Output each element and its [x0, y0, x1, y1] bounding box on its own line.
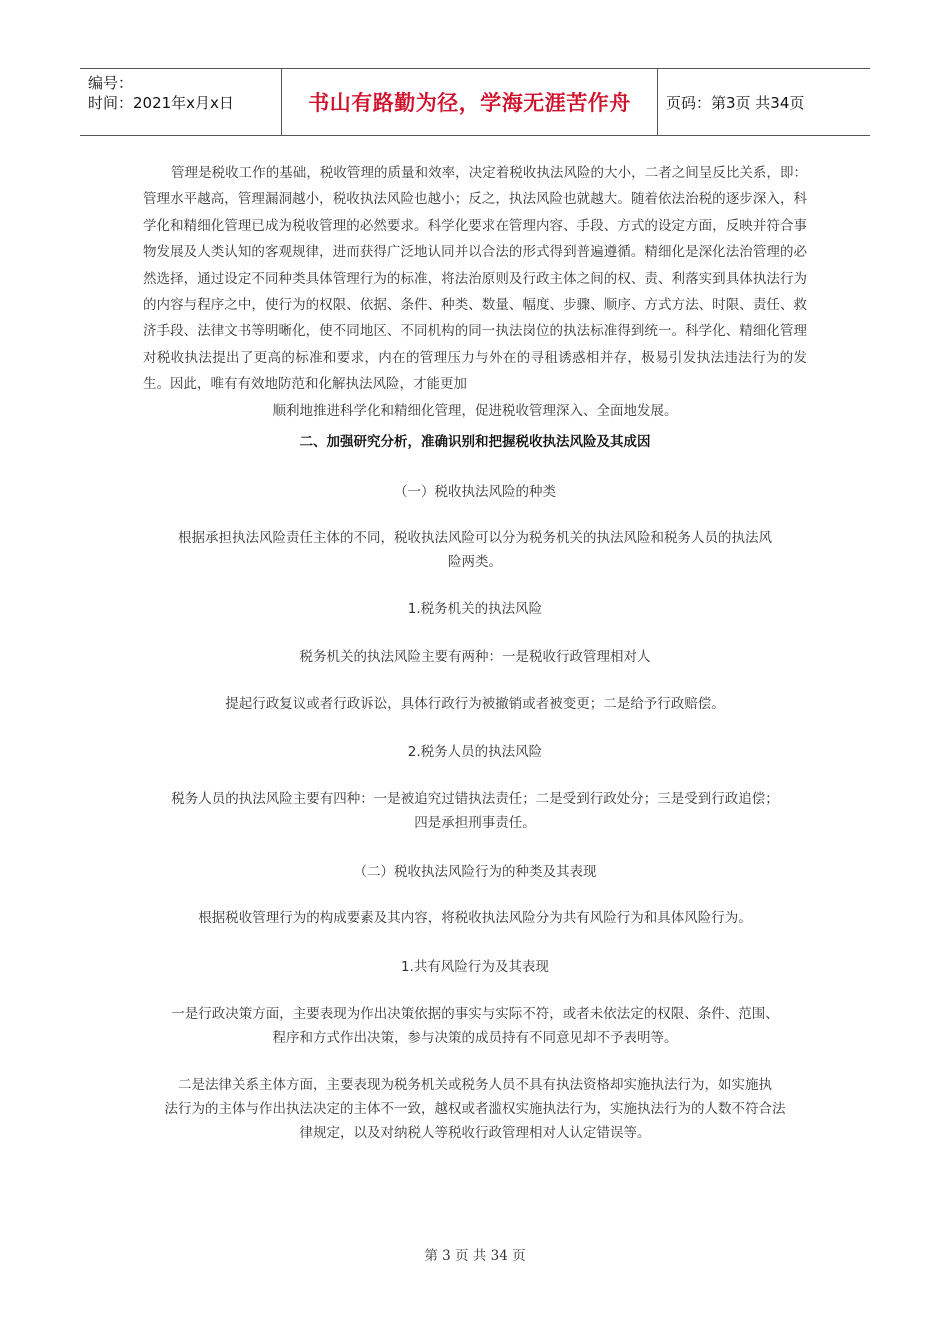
item-1-text: 税务机关的执法风险主要有两种：一是税收行政管理相对人: [299, 649, 651, 665]
header-meta: [80, 69, 282, 135]
text-line: 四是承担刑事责任。: [414, 815, 536, 831]
page-header: [80, 68, 870, 136]
item-title-1: 1.税务机关的执法风险: [407, 601, 543, 617]
subsection-2-text: 根据税收管理行为的构成要素及其内容，将税收执法风险分为共有风险行为和具体风险行为。: [198, 910, 752, 926]
document-number: 编号：: [88, 74, 134, 92]
text-line: 法行为的主体与作出执法决定的主体不一致，越权或者滥权实施执法行为，实施执法行为的人数不符合法: [164, 1101, 786, 1117]
document-date: 时间：2021年x月x日: [88, 94, 234, 112]
text-line: 一是行政决策方面，主要表现为作出决策依据的事实与实际不符，或者未依法定的权限、条件、范围、: [171, 1006, 779, 1022]
intro-paragraph: [143, 160, 807, 424]
item-2-text: [143, 787, 807, 835]
item-title-3: 1.共有风险行为及其表现: [401, 959, 549, 975]
header-motto-cell: [282, 69, 658, 135]
section-title: 二、加强研究分析，准确识别和把握税收执法风险及其成因: [299, 434, 651, 450]
page-footer: 第 3 页 共 34 页: [424, 1248, 526, 1264]
item-3-paragraph-1: [143, 1002, 807, 1050]
text-line: 二是法律关系主体方面，主要表现为税务机关或税务人员不具有执法资格却实施执法行为，如实施执: [178, 1077, 772, 1093]
text-line: 律规定，以及对纳税人等税收行政管理相对人认定错误等。: [299, 1125, 651, 1141]
subsection-title-1: （一）税收执法风险的种类: [394, 484, 556, 500]
header-page-cell: [658, 69, 870, 135]
text-line: 根据承担执法风险责任主体的不同，税收执法风险可以分为税务机关的执法风险和税务人员的执法风: [178, 530, 772, 546]
subsection-title-2: （二）税收执法风险行为的种类及其表现: [353, 864, 597, 880]
text-line: 税务人员的执法风险主要有四种：一是被追究过错执法责任；二是受到行政处分；三是受到行政追偿；: [171, 791, 779, 807]
item-1-text-continued: 提起行政复议或者行政诉讼，具体行政行为被撤销或者被变更；二是给予行政赔偿。: [225, 696, 725, 712]
intro-last-line: 顺利地推进科学化和精细化管理，促进税收管理深入、全面地发展。: [272, 402, 678, 419]
item-title-2: 2.税务人员的执法风险: [407, 744, 543, 760]
header-page-number: 页码：第3页 共34页: [666, 93, 805, 112]
item-3-paragraph-2: [143, 1073, 807, 1145]
header-motto: 书山有路勤为径，学海无涯苦作舟: [308, 91, 631, 115]
text-line: 程序和方式作出决策，参与决策的成员持有不同意见却不予表明等。: [272, 1030, 678, 1046]
text-line: 险两类。: [448, 554, 502, 570]
subsection-1-text: [143, 526, 807, 574]
intro-text: 管理是税收工作的基础，税收管理的质量和效率，决定着税收执法风险的大小，二者之间呈反比关系，即：管理水平越高，管理漏洞越小，税收执法风险也越小；反之，执法风险也就越大。随着依法治税的逐步深入，科学化和精细化管理已成为税收管理的必然要求。科学化要求在管理内容、手段、方式的设定方面，反映并符合事物发展及人类认知的客观规律，进而获得广泛地认同并以合法的形式得到普遍遵循。精细化是深化法治管理的必然选择，通过设定不同种类具体管理行为的标准，将法治原则及行政主体之间的权、责、利落实到具体执法行为的内容与程序之中，使行为的权限、依据、条件、种类、数量、幅度、步骤、顺序、方式方法、时限、责任、救济手段、法律文书等明晰化，使不同地区、不同机构的同一执法岗位的执法标准得到统一。科学化、精细化管理对税收执法提出了更高的标准和要求，内在的管理压力与外在的寻租诱惑相并存，极易引发执法违法行为的发生。因此，唯有有效地防范和化解执法风险，才能更加: [143, 165, 807, 393]
